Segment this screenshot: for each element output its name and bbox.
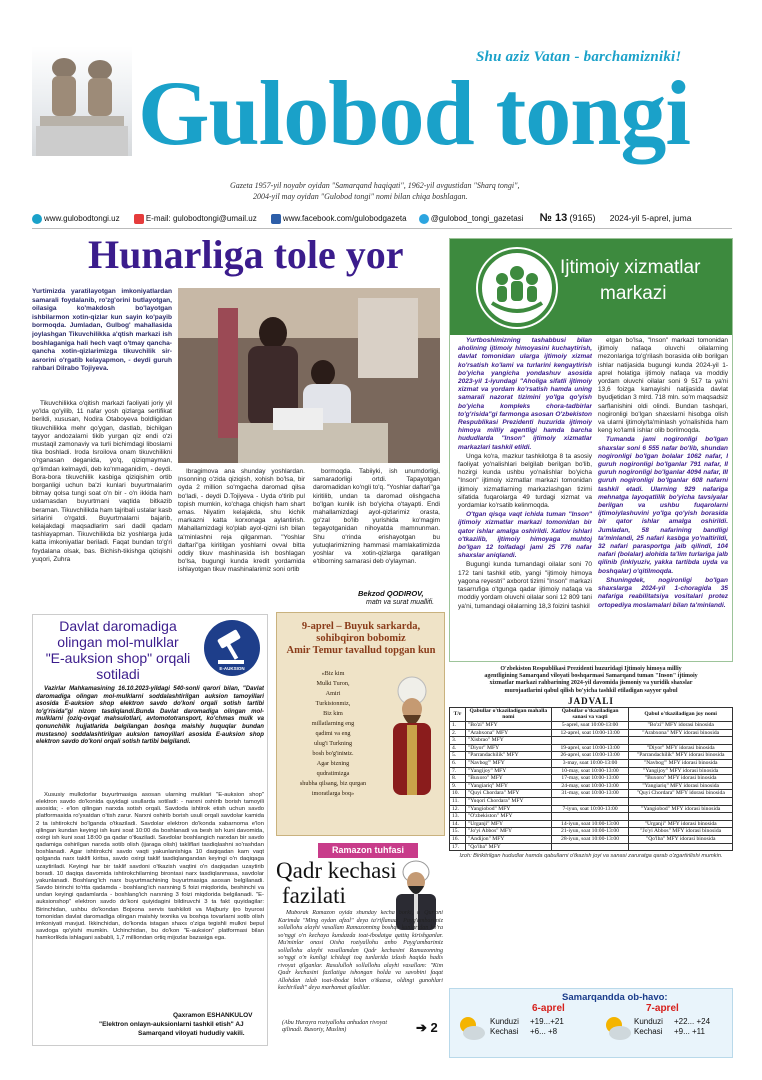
logo-label: E-AUKSION (219, 666, 245, 671)
schedule-cell: 7. (450, 767, 466, 775)
schedule-cell: "Andijon" MFY (465, 835, 551, 843)
lead-author-role: matn va surat muallifi. (366, 599, 435, 606)
schedule-cell: "Yangiobod" MFY (465, 805, 551, 813)
schedule-row (450, 828, 733, 836)
schedule-cell: "Diyor" MFY idorasi binosida (629, 744, 733, 752)
schedule-cell: "Qo'lba" MFY (465, 843, 551, 851)
schedule-cell: 13. (450, 813, 466, 821)
schedule-cell (551, 813, 629, 821)
auction-title: Davlat daromadiga olingan mol-mulklar "E-auksion shop" orqali sotiladi (45, 618, 191, 682)
lead-author: Bekzod QODIROV, (358, 589, 424, 598)
schedule-cell: 17-may, soat 10:00-13:00 (551, 775, 629, 783)
schedule-cell: "Urganji" MFY (465, 820, 551, 828)
schedule-cell: "Bo'zi" MFY idorasi binosida (629, 722, 733, 730)
schedule-row (450, 729, 733, 737)
schedule-cell: 6. (450, 759, 466, 767)
lead-col-3: bormoqda. Tabiiyki, ish unumdorligi, samaradorligi ortdi. Tapayotgan daromadidan ko'ngli to'q. "Yoshlar daftari"ga kiritilib, undan ta daromad olishgacha bo'lgan kunlik ish bo'yicha o'tayapti. Endi mahallamizdagi ayol-qizlarimiz orasta, go'zal bo'lib yurishida ko'magim tegayotganidan nihoyatda mamnunman. Shu o'rinda erishayotgan bu yutuqlarimizning hammasi mamlakatimizda yoshlar va xotin-qizlarga qaratilgan e'tiborning samarasi deb o'ylayman. (313, 468, 440, 566)
schedule-cell (629, 797, 733, 805)
schedule-cell: 3. (450, 737, 466, 745)
poem-line: millatlarning eng (311, 720, 355, 727)
schedule-row (450, 722, 733, 730)
schedule-cell: 14. (450, 820, 466, 828)
schedule-cell: 19-aprel, soat 10:00-13:00 (551, 744, 629, 752)
schedule-cell: 4. (450, 744, 466, 752)
schedule-row (450, 843, 733, 851)
sun-cloud-icon-2 (600, 1011, 634, 1045)
schedule-cell (551, 737, 629, 745)
poem-line: qadimi va eng (315, 730, 351, 737)
schedule-cell: 16. (450, 835, 466, 843)
d1-night-label: Kechasi (490, 1027, 519, 1036)
sewing-workshop-image (178, 288, 440, 463)
schedule-cell: 15. (450, 828, 466, 836)
contact-divider (32, 228, 732, 229)
schedule-cell: 14-iyun, soat 10:00-13:00 (551, 820, 629, 828)
schedule-cell: 10-may, soat 10:00-13:00 (551, 767, 629, 775)
schedule-cell: 2. (450, 729, 466, 737)
schedule-row (450, 790, 733, 798)
issue-date: 2024-yil 5-aprel, juma (609, 213, 692, 223)
auction-body: Xususiy mulkdorlar buyurtmasiga asosan ularning mulklari "E-auksion shop" elektron savdo do'konida quyidagi usullarda sotiladi: - narxni oshirib borish tamoyili asosida; - e'lon qilingan narxda sotish orqali. Savdoda ishtirok etish uchun savdo platformasida ro'yxatdan o'tish zarur. Narxni oshirib borish usuli orqali savdolar kamida 2 ta ishtirokchi bo'lganda o'tkaziladi. Savdolar elektron do'konda xabarnoma e'lon qilingan kundan keyingi ish kuni soat 10:00 da boshlanadi va besh ish kuni davomida, oxirgi ish kuni soat 18:00 ga qadar o'tkaziladi. Savdolar boshlangich narxdan bir savdo qadamiga oshirilgan narxda sotib olish (ijaraga olish) takliflari tasdiqlashni so'rashdan boshlanadi. Agar ishtirokchi savdo vaqti yakunlanishiga 10 daqiqadan kam vaqt qolganda narx taklifi kiritsa, savdo oxirgi taklif tasdiqlangandan keyingi o'n daqiqaga uzaytiriladi. Keyingi har bir taklif savdoni o'tkazish vaqtini o'n daqiqadan uzaytirib boradi. 10 daqiqa davomida ishtirokchilarning birontasi narx tasdiqlanmasa, savdolar yakunlanadi. Boshlang'ich narx buyurtmachining buyurtmasiga asosan belgilanadi. Savdo birinchi to'rtta qadamda - boshlang'ich narxning 5 foizi miqdorida, beshinchi va undan keyingi qadamlarda - boshlang'ich narxning 3 foizi miqdorida belgilanadi. "E-auksionshop" elektron savdo do'koni quiyidagini bildiruvchi 3 ta fakt quyidagilar: Birinchidan, ushbu do'kondan Bojxona servis tashkiloti va Majburiy ijro byurosi tomonidan davlat daromadiga olingan maishiy texnika va boshqa tovarlarni sotib olish imkoniyati mavjud. Ikkinchidan, do'konda istagan shaxs o'ziga tegishli mulkni bepul savdoga qo'yishi mumkin. Uchinchidan, bu do'kon "E-auksion" platformasi bilan hamkorlikda ishlagani sababli, 1,7 milliondan ortiq mijozlar bazasiga ega. (36, 792, 264, 942)
schedule-cell (551, 797, 629, 805)
arrow-right-icon: ➔ (416, 1020, 427, 1035)
schedule-cell: 17. (450, 843, 466, 851)
schedule-cell: "Urganji" MFY idorasi binosida (629, 820, 733, 828)
schedule-title: JADVALI (568, 695, 614, 706)
ramazon-tag: Ramazon tuhfasi (318, 843, 418, 858)
social-col-1: Yurtboshimizning tashabbusi bilan aholining ijtimoiy himoyasini kuchaytirish, davlat tomonidan ularga ijtimoiy xizmat ko'rsatish ko'lami va turlarini kengaytirish bo'yicha yangicha yondashuv asosida 2023-yil 1-iyundagi "Aholiga sifatli ijtimoiy xizmat va yordam ko'rsatish hamda uning samarali nazorat tizimini yo'lga qo'yish bo'yicha kompleks chora-tadbirlar to'g'risida"gi farmonga asosan O'zbekiston Respublikasi Prezidenti huzurida ijtimoiy himoya milliy agentligi hamda barcha hududlarda "Inson" ijtimoiy xizmatlar markazlari tashkil etildi. Unga ko'ra, mazkur tashkilotga 8 ta asosiy faoliyat yo'nalishlari belgilab berilgan bo'lib, hozirgi kunda ushbu yo'nalishlar bo'yicha "Inson" ijtimoiy xizmatlar markazi tomonidan ijtimoiy xizmatlarning markazlashgan tizimi sifatida fuqarolarga 49 turdagi xizmat va yordamlar ko'rsatib kelinmoqda. O'tgan qisqa vaqt ichida tuman "Inson" ijtimoiy xizmatlar markazi tomonidan bir qator ishlar amalga oshirildi. Xatlov ishlari o'tkazilib, ijtimoiy himoyaga muhtoj bo'lgan 12 toifadagi jami 25 776 nafar shaxslar aniqlandi. Bugungi kunda tumandagi oilalar soni 70 172 tani tashkil etib, yangi "ijtimoiy himoya yagona reyestri" axborot tizimi "Inson" markazi tasarrufiga o'tgunga qadar ijtimoiy nafaqa va moddiy yordam oluvchi oilalar soni 12 809 tani ya'ni, tumandagi oilalarning 18,3 foizini tashkil (458, 337, 592, 610)
schedule-cell: 28-iyun, soat 10:00-13:00 (551, 835, 629, 843)
schedule-row (450, 759, 733, 767)
d2-night-temp: +9... +11 (674, 1027, 705, 1036)
schedule-cell: 31-may, soat 10:00-13:00 (551, 790, 629, 798)
schedule-row (450, 782, 733, 790)
schedule-cell: 24-may, soat 10:00-13:00 (551, 782, 629, 790)
temur-title: 9-aprel – Buyuk sarkarda, sohibqiron bobomiz Amir Temur tavallud topgan kun (286, 621, 436, 656)
schedule-cell: 8. (450, 775, 466, 783)
history-line-1: Gazeta 1957-yil noyabr oyidan "Samarqand haqiqati", 1962-yil avgustidan "Sharq tongi", (230, 181, 520, 190)
schedule-cell: 11. (450, 797, 466, 805)
schedule-cell: "Yuqori Chordara" MFY (465, 797, 551, 805)
schedule-row (450, 767, 733, 775)
masthead (0, 0, 762, 203)
schedule-cell: "Jo'yi Abbos" MFY idorasi binosida (629, 828, 733, 836)
e-auksion-logo (204, 620, 260, 676)
schedule-cell: 26-aprel, soat 10:00-13:00 (551, 752, 629, 760)
schedule-cell: 3-may, soat 10:00-13:00 (551, 759, 629, 767)
poem-line: «Biz kim (321, 670, 345, 677)
social-title-1: Ijtimoiy xizmatlar (560, 257, 701, 278)
schedule-row (450, 775, 733, 783)
auction-author-role-1: "Elektron onlayn-auksionlarni tashkil etish" AJ (99, 1021, 244, 1028)
weather-day-1: 6-aprel (532, 1003, 565, 1014)
web-icon (32, 214, 42, 224)
schedule-row (450, 737, 733, 745)
statue-image (32, 46, 132, 156)
ramazon-title: Qadr kechasi fazilati (276, 858, 397, 908)
schedule-cell: 5. (450, 752, 466, 760)
amir-temur-image (383, 669, 441, 799)
schedule-cell (551, 843, 629, 851)
people-hands-icon (482, 253, 552, 323)
poem-line: shubha qilsang, biz qurgan imoratlarga boq» (299, 780, 367, 797)
schedule-cell: "Arabxona" MFY (465, 729, 551, 737)
schedule-cell: 12. (450, 805, 466, 813)
schedule-cell: 5-aprel, soat 10:00-13:00 (551, 722, 629, 730)
telegram-icon (419, 214, 429, 224)
d2-day-label: Kunduzi (634, 1017, 663, 1026)
schedule-cell (629, 843, 733, 851)
schedule-table (449, 707, 733, 851)
schedule-cell: "Jo'yi Abbos" MFY (465, 828, 551, 836)
schedule-cell (629, 813, 733, 821)
auction-lead: Vazirlar Mahkamasining 16.10.2023-yildagi 540-sonli qarori bilan, "Davlat daromadiga olingan mol-mulklarni soddalashtirilgan auksion tamoyillari asosida E-auksion shop elektron savdo do'koni orqali sotish tartibi to'g'risida"gi nizom tasdiqlandi.Bunda Davlat daromadiga olingan mol-mulklarni (oziq-ovqat mahsulotlari, avtomototransport, ko'chmas mulk va qonunchilik hujjatlarida belgilangan boshqa maishiy huquqlar bundan mustasno) soddalashtirilgan auksion tamoyillari asosida E-auksion shop elektron savdo do'koni orqali sotish tartibi belgilandi. (36, 685, 264, 746)
ramazon-body: Muborak Ramazon oyida shunday kecha borki, u Qur'oni Karimda "Ming oydan afzal" deya ta'riflanadi. Payg'ambarimiz sollallohu alayhi vasallam Ramazonning boshqa kunlaridan ko'ra so'nggi o'n kechaya kundazda toat-ibodatga qattiq kirishganlar. Mu'minlar onasi Oisha roziyallohu anho Payg'ambarimiz sollallohu alayhi vasallamdan Qadr kechasini Ramazonning so'nggi o'n kunligi ichidagi toq tunlarida izlash haqida hadis rivoyat qilganlar. Rasululloh sollallohu alayhi vasallam: "Kim Qadr kechasini fazilatiga ishongan holda va savobini faqat Allohdan izlab toat-ibodat bilan o'tkazsa, oldingi gunohlari kechiriladi" deya marhamat qiladilar. (278, 910, 443, 991)
lead-col-2: Ibragimova ana shunday yoshlardan. Insonning o'zida qiziqish, xohish bo'lsa, bir oyda 2 million so'mgacha daromad qilsa bo'ladi, - deydi D.Tojiyeva - Uyda o'tirib pul topish mumkin, ko'chaga chiqish ham shart emas. Niyatim kelajakda, shu kichik markazni katta korxonaga aylantirish. Mahallamizdagi ko'plab ayol-qizni ish bilan ta'minlashni reja qilganman. "Yoshlar daftari"ga kiritilgan yoshlarni ovval bitta oddiy tikuv mashinasida ish boshlagan bo'lsa, bugungi kunda kredit yordamida ishlayotgan tikuv mashinalarimiz soni ortib (178, 468, 305, 574)
issue-number: № 13 (539, 212, 568, 224)
d1-day-temp: +19...+21 (530, 1017, 564, 1026)
schedule-section (449, 666, 733, 986)
d2-night-label: Kechasi (634, 1027, 663, 1036)
contact-bar (32, 210, 732, 226)
sun-cloud-icon-1 (454, 1011, 488, 1045)
schedule-note: Izoh: Birikitrilgan hududlar hamda qabullarni o'tkazish joyi va sanasi zaruratga qarab o'zgartirilishi mumkin. (459, 853, 723, 860)
schedule-cell: "Qo'lba" MFY idorasi binosida (629, 835, 733, 843)
workshop-photo (178, 288, 440, 463)
schedule-cell: 9. (450, 782, 466, 790)
schedule-column-header: T/r (450, 707, 466, 721)
weather-box (449, 988, 733, 1058)
schedule-cell: "Quyi Chordara" MFY (465, 790, 551, 798)
poem-line: ulug'i Turkning (313, 740, 353, 747)
monument-photo (32, 46, 132, 156)
poem-line: Amiri (325, 690, 341, 697)
schedule-cell: "Yangiariq" MFY (465, 782, 551, 790)
schedule-cell: "Quyi Chordara" MFY idorasi binosida (629, 790, 733, 798)
schedule-cell: "Buxoro" MFY idorasi binosida (629, 775, 733, 783)
schedule-cell: "Yangijoy" MFY (465, 767, 551, 775)
schedule-cell: 1. (450, 722, 466, 730)
schedule-cell: "Navbog'" MFY idorasi binosida (629, 759, 733, 767)
temur-poem (285, 669, 381, 799)
issue-total: (9165) (569, 213, 596, 223)
poem-line: Mulki Turon, (316, 680, 350, 687)
schedule-cell: 12-aprel, soat 10:00-13:00 (551, 729, 629, 737)
schedule-column-header: Qabullar o'tkaziladigan sanasi va vaqti (551, 707, 629, 721)
facebook-icon (271, 214, 281, 224)
weather-title: Samarqandda ob-havo: (562, 992, 668, 1003)
lead-title: Hunarliga tole yor (88, 232, 404, 277)
poem-line: qudratimizga (316, 770, 350, 777)
lead-col-1: Tikuvchilikka o'qitish markazi faoliyati joriy yil yo'lda qo'yilib, 11 nafar yosh qizlarga sertifikat berildi, xususan, Nodira Otaboyeva boldligidan tikuvchilikka mehr qo'ygan, dastlab, bichilgan tayyor andozalarni tikib yurgan qiz endi o'zi mustaqil zamonaviy va turli bichimdagi liboslarni tika boshladi. Iroda Isroilova onam tikuvchilikni o'rganasan deganida, yo'q, qiziqmayman, qo'limdan kelmaydi, deb ko'nmaganidim, - deydi. Bora-bora tikuvchilik kasbiga qiziqishim ortib borganligi uchun ba'zi kunlari buyurtmalarim bitmay qolsa tungi soat o'n bir - o'n ikkida ham uxlamasdan buyurtmani vaqtida bitkazib beraman. Tikuvchilikda ham tajribali ustalar kasb sirlarini o'rgatdi. Buyurtmalarni bajarib, kelajakdagi maqsadlarim sari dadil qadam tashlayapman. Tikuvchilikda biz yoshlarga juda katta imkoniyatlar beriladi. Faqat bundan to'g'ri foydalana olsak, bas. Bichish-tikishga qiziqishi yuqori, Zuhra (32, 400, 172, 563)
schedule-row (450, 805, 733, 813)
d1-day-label: Kunduzi (490, 1017, 519, 1026)
history-line-2: 2004-yil may oyidan "Gulobod tongi" nomi bilan chiqa boshlagan. (253, 192, 468, 201)
schedule-cell: "Xisbrao" MFY (465, 737, 551, 745)
schedule-cell: 7-iyun, soat 10:00-13:00 (551, 805, 629, 813)
social-logo (478, 249, 556, 327)
schedule-cell: "Arabxona" MFY idorasi binosida (629, 729, 733, 737)
slogan: Shu aziz Vatan - barchamizniki! (476, 49, 682, 65)
schedule-cell: "Parrandachilik" MFY (465, 752, 551, 760)
website-link[interactable]: www.gulobodtongi.uz (44, 214, 120, 223)
next-page-ref: ➔ 2 (416, 1020, 438, 1035)
schedule-cell: 21-iyun, soat 10:00-13:00 (551, 828, 629, 836)
schedule-cell: "Buxoro" MFY (465, 775, 551, 783)
schedule-row (450, 797, 733, 805)
poem-line: Biz kim (323, 710, 343, 717)
social-title-2: markazi (600, 283, 667, 304)
poem-line: Turkistonmiz, (315, 700, 351, 707)
schedule-row (450, 813, 733, 821)
d2-day-temp: +22... +24 (674, 1017, 711, 1026)
schedule-cell: "O'zbekiston" MFY (465, 813, 551, 821)
schedule-cell: 10. (450, 790, 466, 798)
schedule-cell (629, 737, 733, 745)
temur-portrait (383, 669, 441, 799)
temur-box (276, 612, 445, 836)
mail-icon (134, 214, 144, 224)
schedule-cell: "Yangijoy" MFY idorasi binosida (629, 767, 733, 775)
schedule-cell: "Yangiariq" MFY idorasi binosida (629, 782, 733, 790)
schedule-cell: "Diyor" MFY (465, 744, 551, 752)
poem-line: Agar bizning (316, 760, 350, 767)
social-col-2: etgan bo'lsa, "Inson" markazi tomonidan ijtimoiy nafaqa oluvchi oilalarning mezonlariga to'g'rilash borasida olib borilgan ishlar natijasida bugungi kunda 2024-yil 1-aprel holatiga ijtimoiy nafaqa va moddiy yordam oluvchi oilalar soni 9 517 ta ya'ni 13,6 foizga kamayishi natijasida davlat byudjetidan 3 mlrd. 718 mln. so'm maqsadsiz sarflanishini oldi olindi. Bundan tashqari, nogironligi bo'lgan shaxslarni hisobga olish va ularni ijtimoiy/ta'minlash yo'nalishida ham keng ko'lamli ishlar olib borilmoqda. Tumanda jami nogironligi bo'lgan shaxslar soni 6 555 nafar bo'lib, shundan nogironligi bo'lgan bolalar 1062 nafar, I guruh nogironligi bo'lganlar 791 nafar, II guruh nogironligi bo'lganlar 4094 nafar, III guruh nogironligi bo'lganlar 608 nafarni tashkil etadi. Ularning 929 nafariga mehnatga layoqatlilik bo'yicha tavsiyalar berilgan va ushbu fuqarolarni ijtimoiylashuvini yo'lga qo'yish borasida bir qator ishlar amalga oshirildi. Jumladan, 58 nafarining bandligi ta'minlandi, 25 nafari kasbga yo'naltirildi, 32 nafari parasportga jalb qilindi, 104 nafari (bolalar) alohida ta'lim turlariga jalb qilinib (inklyuziv, yakka tartibda uyda va boshqalar) o'qitilmoqda. Shuningdek, nogironligi bo'lgan shaxslarga 2024-yil 1-choragida 35 nafariga reabilitatsiya vositalari protez ortopediya moslamalari bilan ta'minlandi. (598, 337, 728, 609)
schedule-column-header: Qabullar o'tkaziladigan mahalla nomi (465, 707, 551, 721)
schedule-cell: "Bo'zi" MFY (465, 722, 551, 730)
schedule-row (450, 744, 733, 752)
schedule-cell: "Yangiobod" MFY idorasi binosida (629, 805, 733, 813)
d1-night-temp: +6... +8 (530, 1027, 558, 1036)
social-panel (449, 238, 733, 662)
schedule-cell: "Parrandachilik" MFY idorasi binosida (629, 752, 733, 760)
auction-author: Qaxramon ESHANKULOV (173, 1012, 253, 1019)
facebook-link[interactable]: www.facebook.com/gulobodgazeta (282, 214, 407, 223)
schedule-row (450, 820, 733, 828)
lead-intro: Yurtimizda yaratilayotgan imkoniyatlardan samarali foydalanib, ro'zg'orini butlayotgan, oilasiga ko'makdosh bo'layotgan ishbilarmon xotin-qizlar kun sayin ko'payib bormoqda. Jumladan, Gulbog' mahallasida joylashgan Tikuvchilikka a'qtish markazi ish boshlaganiga hali hech vaqt o'tmay qancha-qancha xotin-qizlarimizga tikuvchilik sir-asrorini o'rgatib kelayapmon, - deydi guruh rahbari Dilrabo Tojiyeva. (32, 288, 172, 373)
telegram-link[interactable]: @gulobod_tongi_gazetasi (430, 214, 524, 223)
schedule-column-header: Qabul o'tkaziladigan joy nomi (629, 707, 733, 721)
poem-line: bosh bo'g'iniмiz. (312, 750, 354, 757)
email-link[interactable]: E-mail: gulobodtongi@umail.uz (145, 214, 257, 223)
schedule-row (450, 835, 733, 843)
schedule-cell: "Navbog'" MFY (465, 759, 551, 767)
schedule-row (450, 752, 733, 760)
newspaper-title: Gulobod tongi (138, 62, 690, 164)
schedule-heading: O'zbekiston Respublikasi Prezidenti huzuridagi Ijtimoiy himoya milliy agentligining Samarqand viloyati boshqarmasi Samarqand tuman "Inson" ijtimoiy xizmatlar markazi rahbarining 2024-yil davomida jismoniy va yuridik shaxslar murojaatlarini qabul qilish bo'yicha tashkil etiladigan sayyor qabul (484, 666, 698, 694)
ramazon-source: (Abu Hurayra roziyallohu anhudan rivoyat qilinadi. Buxoriy, Muslim) (282, 1020, 388, 1034)
weather-day-2: 7-aprel (646, 1003, 679, 1014)
auction-author-role-2: Samarqand viloyati hududiy vakili. (138, 1030, 245, 1037)
